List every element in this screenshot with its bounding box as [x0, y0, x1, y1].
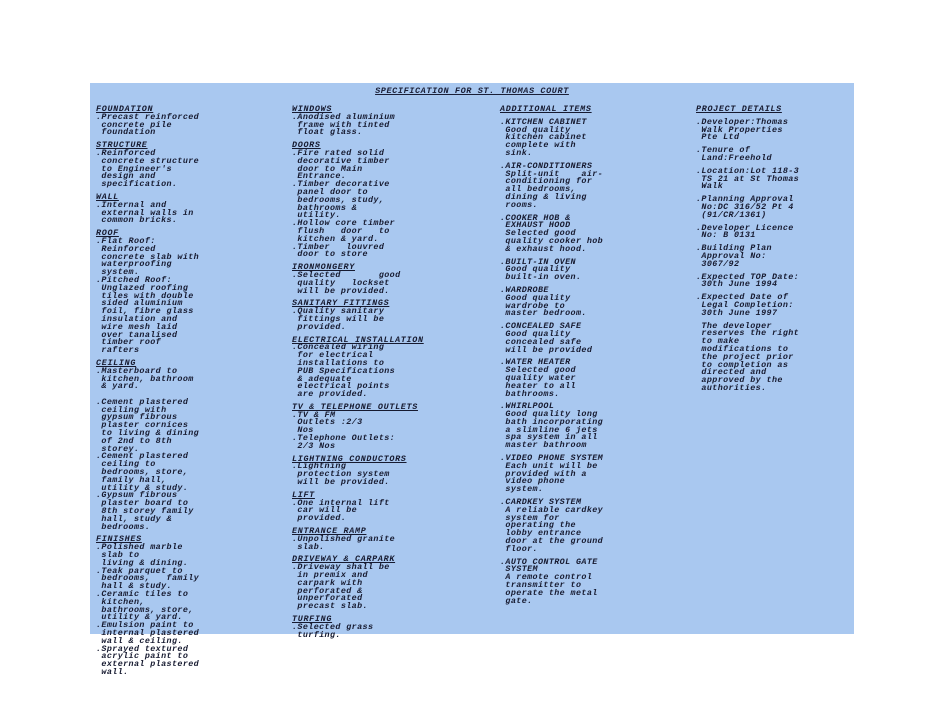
section-heading: LIGHTNING CONDUCTORS: [292, 453, 407, 464]
spec-line: SYSTEM: [500, 564, 538, 575]
spec-section: [696, 271, 846, 290]
spec-line: for electrical: [292, 350, 374, 361]
spec-line: No:DC 316/52 Pt 4: [696, 201, 794, 212]
spec-line: master bathroom: [500, 440, 587, 451]
spec-line: .BUILT-IN OVEN: [500, 256, 576, 267]
spec-line: & exhaust hood.: [500, 243, 587, 254]
spec-line: over tanalised: [96, 329, 178, 340]
spec-line: Good quality: [500, 328, 571, 339]
spec-line: external walls in: [96, 207, 194, 218]
spec-section: [96, 142, 246, 189]
spec-line: .Anodised aluminium: [292, 111, 396, 122]
spec-line: bath incorporating: [500, 416, 604, 427]
spec-line: foil, fibre glass: [96, 306, 194, 317]
spec-line: (91/CR/1361): [696, 209, 767, 220]
spec-section: [500, 106, 650, 114]
spec-line: gate.: [500, 595, 533, 606]
spec-section: [500, 359, 650, 398]
spec-line: unperforated: [292, 593, 363, 604]
spec-line: Each unit will be: [500, 460, 598, 471]
spec-line: carpark with: [292, 577, 363, 588]
spec-line: rafters: [96, 345, 140, 356]
spec-line: will be provided.: [292, 477, 390, 488]
spec-line: door at the ground: [500, 536, 604, 547]
spec-section: [292, 264, 442, 295]
section-heading: WALL: [96, 191, 119, 202]
section-heading: IRONMONGERY: [292, 262, 355, 273]
spec-line: .Precast reinforced: [96, 111, 200, 122]
spec-line: .Emulsion paint to: [96, 620, 194, 631]
spec-line: PUB Specifications: [292, 365, 396, 376]
spec-line: specification.: [96, 179, 178, 190]
spec-line: storey.: [96, 443, 140, 454]
spec-line: bedrooms, store,: [96, 467, 189, 478]
spec-line: lobby entrance: [500, 528, 582, 539]
spec-line: system.: [96, 267, 140, 278]
spec-line: Good quality: [500, 124, 571, 135]
spec-line: precast slab.: [292, 601, 368, 612]
spec-line: .Quality sanitary: [292, 306, 385, 317]
spec-section: [500, 556, 650, 606]
spec-line: utility & yard.: [96, 612, 183, 623]
spec-line: Unglazed roofing: [96, 282, 189, 293]
spec-line: sink.: [500, 147, 533, 158]
spec-line: .Polished marble: [96, 542, 183, 553]
spec-line: master bedroom.: [500, 308, 587, 319]
spec-line: design and: [96, 171, 156, 182]
spec-line: & adequate: [292, 373, 352, 384]
section-heading: CEILING: [96, 357, 137, 368]
spec-line: bathrooms &: [292, 202, 358, 213]
spec-line: .TV & FM: [292, 409, 336, 420]
spec-line: .One internal lift: [292, 497, 390, 508]
spec-line: Split-unit air-: [500, 168, 604, 179]
spec-line: hall & study.: [96, 581, 172, 592]
section-heading: TV & TELEPHONE OUTLETS: [292, 401, 418, 412]
spec-line: .Timber decorative: [292, 179, 390, 190]
spec-line: timber roof: [96, 337, 162, 348]
spec-line: bedrooms, study,: [292, 194, 385, 205]
spec-section: [292, 106, 442, 137]
spec-line: .Pitched Roof:: [96, 274, 172, 285]
spec-line: .WARDROBE: [500, 284, 549, 295]
spec-line: utility & study.: [96, 482, 189, 493]
spec-line: internal plastered: [96, 628, 200, 638]
spec-section: [96, 357, 246, 532]
spec-line: operate the metal: [500, 587, 598, 598]
spec-line: waterproofing: [96, 259, 172, 270]
spec-line: Outlets :2/3: [292, 417, 363, 428]
spec-line: door to store: [292, 249, 368, 260]
spec-line: in premix and: [292, 570, 368, 581]
section-heading: TURFING: [292, 614, 333, 625]
spec-line: A reliable cardkey: [500, 504, 604, 515]
spec-line: 30th June 1994: [696, 279, 778, 290]
spec-line: .COOKER HOB &: [500, 212, 571, 223]
spec-line: flush door to: [292, 225, 390, 236]
spec-line: system for: [500, 512, 560, 523]
spec-line: complete with: [500, 140, 576, 151]
spec-line: acrylic paint to: [96, 651, 189, 662]
spec-line: 3067/92: [696, 258, 740, 269]
spec-line: 2/3 Nos: [292, 440, 336, 451]
spec-line: decorative timber: [292, 155, 390, 166]
spec-section: [500, 455, 650, 494]
spec-line: Walk Properties: [696, 124, 783, 135]
spec-line: common bricks.: [96, 215, 178, 226]
spec-section: [500, 256, 650, 283]
spec-line: concrete pile: [96, 119, 172, 130]
spec-line: Land:Freehold: [696, 152, 772, 163]
section-heading: ELECTRICAL INSTALLATION: [292, 334, 424, 345]
column-2: [292, 106, 442, 644]
spec-line: installations to: [292, 357, 385, 368]
spec-line: to completion as: [696, 359, 789, 370]
specification-sheet: [90, 83, 854, 677]
spec-line: conditioning for: [500, 176, 593, 187]
spec-line: & yard.: [96, 381, 140, 392]
spec-line: provided.: [292, 513, 347, 524]
spec-line: .Selected good: [292, 269, 401, 280]
spec-line: .Developer Licence: [696, 222, 794, 233]
spec-line: .Driveway shall be: [292, 562, 390, 573]
spec-line: directed and: [696, 367, 767, 378]
spec-section: [696, 116, 846, 143]
section-heading: WINDOWS: [292, 104, 333, 114]
spec-line: frame with tinted: [292, 119, 390, 130]
spec-line: .Location:Lot 118-3: [696, 165, 800, 176]
spec-section: [500, 160, 650, 210]
spec-line: concrete structure: [96, 155, 200, 166]
spec-line: Walk: [696, 181, 724, 192]
spec-line: bedrooms, family: [96, 573, 200, 584]
spec-line: .Cement plastered: [96, 396, 189, 407]
spec-line: approved by the: [696, 375, 783, 386]
section-heading: FOUNDATION: [96, 104, 154, 114]
spec-section: [292, 528, 442, 551]
page-title: SPECIFICATION FOR ST. THOMAS COURT: [375, 86, 569, 96]
spec-line: bedrooms.: [96, 521, 151, 532]
spec-line: dining & living: [500, 191, 587, 202]
spec-line: concealed safe: [500, 336, 582, 347]
spec-line: kitchen & yard.: [292, 233, 379, 244]
spec-line: car will be: [292, 505, 358, 516]
spec-line: sided aluminium: [96, 298, 183, 309]
spec-line: .Masterboard to: [96, 365, 178, 376]
spec-line: slab.: [292, 541, 325, 552]
spec-line: .Telephone Outlets:: [292, 433, 396, 444]
spec-line: 8th storey family: [96, 506, 194, 517]
spec-line: bathrooms.: [500, 388, 560, 399]
spec-line: all bedrooms,: [500, 184, 576, 195]
section-heading: ENTRANCE RAMP: [292, 526, 367, 537]
section-heading: PROJECT DETAILS: [696, 104, 782, 114]
section-heading: ROOF: [96, 228, 119, 239]
spec-line: quality water: [500, 372, 576, 383]
spec-section: [696, 294, 846, 317]
spec-line: insulation and: [96, 313, 178, 324]
spec-section: [696, 222, 846, 241]
spec-line: living & dining.: [96, 557, 189, 568]
spec-line: a slimline 6 jets: [500, 424, 598, 435]
spec-section: [96, 191, 246, 226]
spec-section: [292, 453, 442, 488]
spec-line: to make: [696, 336, 740, 347]
spec-section: [292, 616, 442, 639]
spec-section: [292, 489, 442, 524]
spec-line: electrical points: [292, 381, 390, 392]
spec-line: .Internal and: [96, 199, 167, 210]
section-heading: SANITARY FITTINGS: [292, 298, 390, 309]
spec-line: will be provided: [500, 344, 593, 355]
spec-line: bathrooms, store,: [96, 604, 194, 615]
spec-section: [500, 323, 650, 354]
spec-line: Legal Completion:: [696, 299, 794, 310]
spec-section: [696, 245, 846, 268]
spec-line: Reinforced: [96, 243, 156, 254]
spec-section: [500, 284, 650, 319]
spec-line: .Developer:Thomas: [696, 116, 789, 127]
spec-line: A remote control: [500, 572, 593, 583]
spec-line: ceiling with: [96, 404, 167, 415]
section-heading: STRUCTURE: [96, 140, 148, 151]
spec-line: system.: [500, 484, 544, 495]
spec-section: [500, 499, 650, 554]
spec-line: Entrance.: [292, 171, 347, 182]
spec-section: [500, 116, 650, 158]
spec-line: operating the: [500, 520, 576, 531]
spec-line: .Hollow core timber: [292, 218, 396, 229]
spec-line: .Flat Roof:: [96, 235, 156, 246]
spec-line: of 2nd to 8th: [96, 435, 172, 446]
spec-line: reserves the right: [696, 328, 800, 339]
spec-line: .Selected grass: [292, 621, 374, 632]
spec-line: .KITCHEN CABINET: [500, 116, 587, 127]
spec-line: hall, study &: [96, 513, 172, 524]
spec-line: plaster cornices: [96, 420, 189, 431]
spec-line: .WHIRLPOOL: [500, 401, 555, 412]
spec-section: [696, 196, 846, 219]
spec-line: .Sprayed textured: [96, 643, 189, 654]
section-heading: LIFT: [292, 489, 315, 500]
spec-line: provided with a: [500, 468, 587, 479]
spec-section: [96, 536, 246, 676]
spec-line: TS 21 at St Thomas: [696, 173, 800, 184]
column-4: [696, 106, 846, 398]
spec-line: .Building Plan: [696, 243, 772, 254]
spec-line: .Concealed wiring: [292, 342, 385, 353]
spec-line: external plastered: [96, 659, 200, 670]
spec-line: .CARDKEY SYSTEM: [500, 497, 582, 508]
spec-section: [96, 106, 246, 137]
spec-line: video phone: [500, 476, 566, 487]
spec-line: perforated &: [292, 585, 363, 596]
spec-line: EXHAUST HOOD: [500, 220, 571, 231]
spec-line: kitchen cabinet: [500, 132, 587, 143]
spec-line: .AUTO CONTROL GATE: [500, 556, 598, 567]
spec-line: rooms.: [500, 199, 538, 210]
spec-line: kitchen,: [96, 596, 145, 607]
spec-line: transmitter to: [500, 580, 582, 591]
spec-line: provided.: [292, 321, 347, 332]
spec-line: Good quality: [500, 292, 571, 303]
spec-line: kitchen, bathroom: [96, 373, 194, 384]
spec-section: [696, 165, 846, 192]
spec-line: plaster board to: [96, 498, 189, 509]
spec-line: floor.: [500, 543, 538, 554]
spec-line: .Tenure of: [696, 145, 751, 156]
spec-line: wardrobe to: [500, 300, 566, 311]
spec-line: slab to: [96, 550, 140, 561]
spec-section: [696, 147, 846, 163]
spec-line: concrete slab with: [96, 251, 200, 262]
spec-section: [292, 556, 442, 611]
spec-line: No: B 0131: [696, 230, 756, 241]
spec-line: .WATER HEATER: [500, 357, 571, 368]
spec-line: are provided.: [292, 389, 368, 400]
column-1: [96, 106, 246, 682]
spec-line: foundation: [96, 127, 156, 138]
spec-line: quality cooker hob: [500, 235, 604, 246]
spec-line: quality lockset: [292, 277, 390, 288]
spec-line: wire mesh laid: [96, 321, 178, 332]
spec-line: tiles with double: [96, 290, 194, 301]
spec-line: built-in oven.: [500, 272, 582, 283]
spec-line: fittings will be: [292, 313, 385, 324]
spec-line: float glass.: [292, 127, 363, 138]
spec-line: wall.: [96, 666, 129, 677]
spec-line: The developer: [696, 320, 772, 331]
spec-line: Good quality: [500, 264, 571, 275]
section-heading: DRIVEWAY & CARPARK: [292, 554, 396, 565]
spec-line: Nos: [292, 425, 314, 436]
spec-line: Selected good: [500, 228, 576, 239]
spec-line: panel door to: [292, 186, 368, 197]
section-heading: FINISHES: [96, 534, 142, 545]
spec-section: [696, 320, 846, 393]
spec-line: .Timber louvred: [292, 241, 385, 252]
spec-line: .Unpolished granite: [292, 533, 396, 544]
spec-line: modifications to: [696, 343, 789, 354]
spec-section: [292, 300, 442, 331]
spec-line: door to Main: [292, 163, 363, 174]
section-heading: ADDITIONAL ITEMS: [500, 104, 592, 114]
spec-line: to Engineer's: [96, 163, 172, 174]
spec-line: .Cement plastered: [96, 451, 189, 462]
section-heading: DOORS: [292, 140, 321, 151]
spec-line: turfing.: [292, 629, 341, 640]
spec-section: [500, 212, 650, 254]
spec-line: 30th June 1997: [696, 307, 778, 318]
spec-line: will be provided.: [292, 285, 390, 296]
spec-line: .Teak parquet to: [96, 565, 183, 576]
spec-line: .Expected Date of: [696, 292, 789, 303]
spec-line: spa system in all: [500, 432, 598, 443]
spec-line: .Ceramic tiles to: [96, 589, 189, 600]
spec-line: to living & dining: [96, 428, 200, 439]
spec-line: heater to all: [500, 380, 576, 391]
spec-section: [500, 403, 650, 450]
spec-line: .VIDEO PHONE SYSTEM: [500, 453, 604, 464]
spec-line: .Fire rated solid: [292, 147, 385, 158]
spec-line: ceiling to: [96, 459, 156, 470]
column-3: [500, 106, 650, 610]
spec-line: Approval No:: [696, 250, 767, 261]
spec-line: .CONCEALED SAFE: [500, 321, 582, 332]
spec-line: family hall,: [96, 474, 167, 485]
spec-section: [292, 142, 442, 259]
spec-line: .Lightning: [292, 461, 347, 472]
spec-line: protection system: [292, 469, 390, 480]
spec-line: Selected good: [500, 365, 576, 376]
spec-line: wall & ceiling.: [96, 635, 183, 646]
spec-section: [292, 401, 442, 451]
spec-line: the project prior: [696, 351, 794, 362]
spec-line: .AIR-CONDITIONERS: [500, 160, 593, 171]
spec-section: [696, 106, 846, 114]
spec-section: [292, 334, 442, 400]
spec-line: Pte Ltd: [696, 132, 740, 143]
spec-line: utility.: [292, 210, 341, 221]
spec-line: .Planning Approval: [696, 194, 794, 205]
spec-section: [96, 230, 246, 355]
spec-line: .Gypsum fibrous: [96, 490, 178, 501]
spec-line: authorities.: [696, 382, 767, 393]
spec-line: .Reinforced: [96, 147, 156, 158]
spec-line: gypsum fibrous: [96, 412, 178, 423]
spec-line: .Expected TOP Date:: [696, 271, 800, 282]
spec-line: Good quality long: [500, 409, 598, 420]
